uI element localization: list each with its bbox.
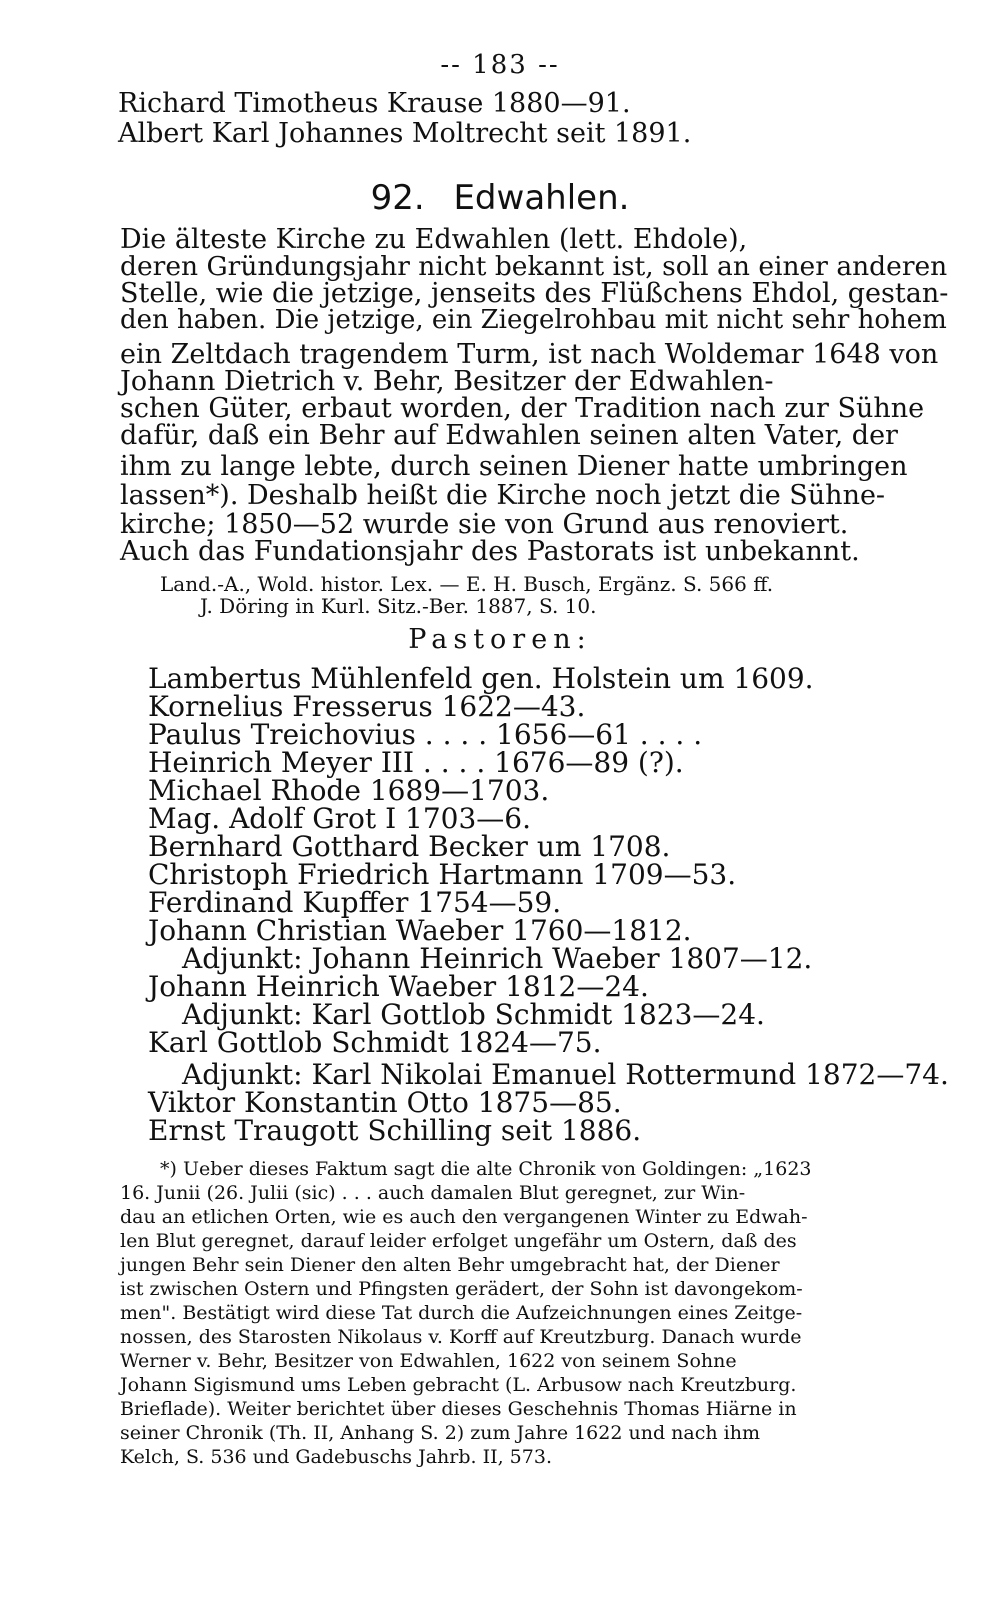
paragraph-line: lassen*). Deshalb heißt die Kirche noch jetzt die Sühne-: [120, 480, 886, 511]
pastor-entry: Heinrich Meyer III . . . . 1676—89 (?).: [148, 746, 684, 779]
footnote-line: dau an etlichen Orten, wie es auch den vergangenen Winter zu Edwah-: [120, 1206, 808, 1228]
pastor-entry: Johann Christian Waeber 1760—1812.: [148, 914, 692, 947]
paragraph-line: schen Güter, erbaut worden, der Tradition nach zur Sühne: [120, 393, 925, 424]
pastor-entry: Mag. Adolf Grot I 1703—6.: [148, 802, 532, 835]
source-reference: Land.-A., Wold. histor. Lex. — E. H. Busch, Ergänz. S. 566 ff.: [160, 572, 774, 596]
paragraph-line: kirche; 1850—52 wurde sie von Grund aus renoviert.: [120, 509, 849, 540]
footnote-line: nossen, des Starosten Nikolaus v. Korff auf Kreutzburg. Danach wurde: [120, 1326, 802, 1348]
paragraph-line: Die älteste Kirche zu Edwahlen (lett. Ehdole),: [120, 224, 748, 255]
adjunct-entry: Adjunkt: Johann Heinrich Waeber 1807—12.: [182, 942, 813, 975]
section-number: 92.: [370, 178, 425, 218]
footnote-line: Brieflade). Weiter berichtet über dieses Geschehnis Thomas Hiärne in: [120, 1398, 797, 1420]
pastor-entry: Ernst Traugott Schilling seit 1886.: [148, 1114, 642, 1147]
pastor-entry: Bernhard Gotthard Becker um 1708.: [148, 830, 671, 863]
footnote-line: Kelch, S. 536 und Gadebuschs Jahrb. II, 573.: [120, 1446, 552, 1468]
pastor-entry: Viktor Konstantin Otto 1875—85.: [148, 1086, 622, 1119]
pastor-entry: Karl Gottlob Schmidt 1824—75.: [148, 1026, 602, 1059]
preceding-pastor: Richard Timotheus Krause 1880—91.: [118, 88, 631, 119]
footnote-line: Johann Sigismund ums Leben gebracht (L. Arbusow nach Kreutzburg.: [120, 1374, 797, 1396]
pastor-entry: Ferdinand Kupffer 1754—59.: [148, 886, 562, 919]
page-number: -- 183 --: [440, 50, 560, 80]
paragraph-line: Auch das Fundationsjahr des Pastorats ist unbekannt.: [120, 536, 860, 567]
pastor-entry: Kornelius Fresserus 1622—43.: [148, 690, 586, 723]
footnote-line: Werner v. Behr, Besitzer von Edwahlen, 1622 von seinem Sohne: [120, 1350, 737, 1372]
section-title: Edwahlen.: [453, 178, 630, 218]
pastor-entry: Johann Heinrich Waeber 1812—24.: [148, 970, 649, 1003]
adjunct-entry: Adjunkt: Karl Nikolai Emanuel Rottermund 1872—74.: [182, 1058, 949, 1091]
paragraph-line: ihm zu lange lebte, durch seinen Diener hatte umbringen: [120, 451, 908, 482]
pastor-entry: Christoph Friedrich Hartmann 1709—53.: [148, 858, 737, 891]
paragraph-line: Johann Dietrich v. Behr, Besitzer der Edwahlen-: [120, 366, 774, 397]
footnote-line: ist zwischen Ostern und Pfingsten gerädert, der Sohn ist davongekom-: [120, 1278, 803, 1300]
preceding-pastor: Albert Karl Johannes Moltrecht seit 1891.: [118, 118, 692, 149]
pastor-entry: Michael Rhode 1689—1703.: [148, 774, 550, 807]
paragraph-line: dafür, daß ein Behr auf Edwahlen seinen alten Vater, der: [120, 420, 898, 451]
footnote-line: seiner Chronik (Th. II, Anhang S. 2) zum Jahre 1622 und nach ihm: [120, 1422, 760, 1444]
footnote-line: 16. Junii (26. Julii (sic) . . . auch damalen Blut geregnet, zur Win-: [120, 1182, 746, 1204]
footnote-line: men". Bestätigt wird diese Tat durch die Aufzeichnungen eines Zeitge-: [120, 1302, 803, 1324]
pastoren-heading: Pastoren:: [408, 624, 592, 655]
section-heading: [0, 178, 1000, 218]
paragraph-line: ein Zeltdach tragendem Turm, ist nach Woldemar 1648 von: [120, 339, 939, 370]
footnote-line: *) Ueber dieses Faktum sagt die alte Chronik von Goldingen: „1623: [160, 1158, 812, 1180]
pastor-entry: Lambertus Mühlenfeld gen. Holstein um 1609.: [148, 662, 814, 695]
paragraph-line: Stelle, wie die jetzige, jenseits des Flüßchens Ehdol, gestan-: [120, 278, 949, 309]
adjunct-entry: Adjunkt: Karl Gottlob Schmidt 1823—24.: [182, 998, 765, 1031]
paragraph-line: deren Gründungsjahr nicht bekannt ist, soll an einer anderen: [120, 251, 948, 282]
source-reference: J. Döring in Kurl. Sitz.-Ber. 1887, S. 10.: [200, 594, 597, 618]
footnote-line: len Blut geregnet, darauf leider erfolget ungefähr um Ostern, daß des: [120, 1230, 797, 1252]
footnote-line: jungen Behr sein Diener den alten Behr umgebracht hat, der Diener: [120, 1254, 780, 1276]
paragraph-line: den haben. Die jetzige, ein Ziegelrohbau mit nicht sehr hohem: [120, 305, 947, 335]
pastor-entry: Paulus Treichovius . . . . 1656—61 . . . .: [148, 718, 703, 751]
